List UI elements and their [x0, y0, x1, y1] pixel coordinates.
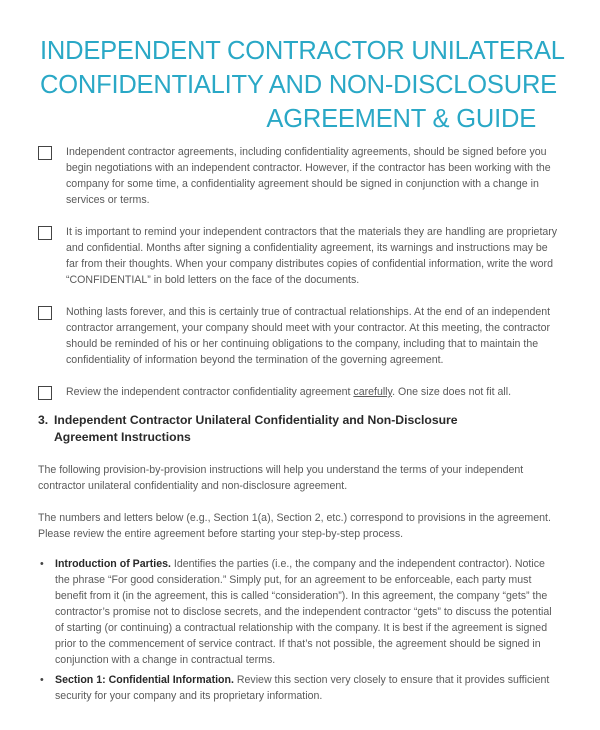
checklist-item-text: Nothing lasts forever, and this is certainly true of contractual relationships. At the end of an independent contractor arrangement, your company should meet with your contractor. At this meeting, the contractor should be reminded of his or her continuing obligations to the company, including that to maintain the confidentiality of information beyond the termination of the governing agreement.	[66, 306, 551, 366]
checkbox[interactable]	[38, 226, 52, 240]
bullet-lead: Section 1: Confidential Information.	[55, 674, 234, 686]
bullet-text: Review this section very closely to ensure that it provides sufficient security for your company and its proprietary information.	[55, 674, 550, 702]
title-line-2: CONFIDENTIALITY AND NON-DISCLOSURE	[40, 71, 557, 99]
checklist-item	[38, 224, 558, 288]
checklist-item-text	[66, 384, 558, 400]
checklist-item-text: Independent contractor agreements, including confidentiality agreements, should be signed before you begin negotiations with an independent contractor. However, if the contractor has been working with the company for some time, a confidentiality agreement should be signed in conjunction with a change in services or terms.	[66, 146, 551, 206]
instructions-paragraph: The numbers and letters below (e.g., Section 1(a), Section 2, etc.) correspond to provisions in the agreement. Please review the entire agreement before starting your step-by-step process.	[38, 512, 551, 540]
checkbox[interactable]	[38, 386, 52, 400]
list-item	[38, 556, 560, 668]
document-title	[40, 34, 565, 136]
bullet-lead: Introduction of Parties.	[55, 558, 171, 570]
section-heading	[38, 412, 558, 446]
section-number: 3.	[38, 413, 49, 427]
section-heading-line-1: Independent Contractor Unilateral Confidentiality and Non-Disclosure	[54, 413, 458, 427]
checkbox[interactable]	[38, 146, 52, 160]
checklist-item	[38, 144, 558, 208]
bullet-icon: •	[40, 558, 44, 570]
checklist	[38, 144, 558, 416]
underlined-word: carefully	[353, 386, 393, 398]
checklist-item	[38, 384, 558, 400]
title-line-1: INDEPENDENT CONTRACTOR UNILATERAL	[40, 37, 565, 65]
title-line-3: AGREEMENT & GUIDE	[266, 105, 536, 133]
bullet-list	[38, 556, 560, 708]
checklist-item	[38, 304, 558, 368]
bullet-icon: •	[40, 674, 44, 686]
list-item	[38, 672, 560, 704]
intro-paragraph: The following provision-by-provision instructions will help you understand the terms of your independent contractor unilateral confidentiality and non-disclosure agreement.	[38, 464, 524, 492]
checklist-text-before: Review the independent contractor confidentiality agreement	[66, 386, 354, 398]
checklist-item-text: It is important to remind your independent contractors that the materials they are handling are proprietary and confidential. Months after signing a confidentiality agreement, its warnings and instructions may be far from their thoughts. When your company distributes copies of confidential information, write the word “CONFIDENTIAL” in bold letters on the face of the documents.	[66, 226, 558, 286]
checklist-text-after: . One size does not fit all.	[392, 386, 512, 398]
section-heading-line-2: Agreement Instructions	[54, 430, 191, 444]
bullet-text: Identifies the parties (i.e., the company and the independent contractor). Notice the phrase “For good consideration.” Simply put, for an agreement to be enforceable, each party must benefit from it (in the agreement, this is called “consideration”). In this agreement, the company “gets” the contractor’s promise not to disclose secrets, and the independent contractor “gets” to discuss the potential of starting (or continuing) a contractual relationship with the company. It is best if the agreement is signed prior to the commencement of service contract. If that’s not possible, the agreement should be signed in conjunction with a change in contractual terms.	[55, 558, 552, 666]
checkbox[interactable]	[38, 306, 52, 320]
